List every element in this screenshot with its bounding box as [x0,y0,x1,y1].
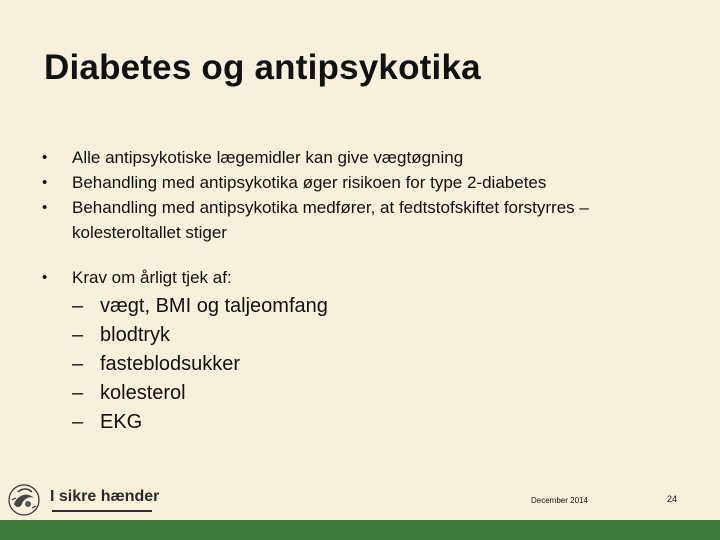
sub-bullet-item [32,321,692,350]
sub-bullet-list [32,292,692,437]
bullet-marker: • [42,199,48,216]
sub-bullet-marker: – [72,382,84,404]
logo-underline [52,510,152,512]
bullet-item [32,170,692,195]
footer-logo [6,482,160,518]
slide-title: Diabetes og antipsykotika [44,48,481,87]
sub-bullet-marker: – [72,295,84,317]
page-number: 24 [667,494,678,504]
sub-bullet-text: blodtryk [100,324,171,346]
bottom-bar [0,520,720,540]
bullet-text: Behandling med antipsykotika øger risikoen for type 2-diabetes [72,173,547,192]
bullet-marker: • [42,269,48,286]
sub-bullet-marker: – [72,324,84,346]
sub-bullet-text: vægt, BMI og taljeomfang [100,295,328,317]
sub-bullet-item [32,379,692,408]
bullet-item [32,195,692,245]
bullet-item [32,145,692,170]
bullet-marker: • [42,149,48,166]
bullet-marker: • [42,174,48,191]
bullet-spacer [32,245,692,265]
sub-bullet-text: kolesterol [100,382,186,404]
sub-bullet-marker: – [72,353,84,375]
footer-date: December 2014 [531,496,588,505]
bullet-list [32,145,692,437]
bullet-item-check [32,265,692,290]
sub-bullet-marker: – [72,411,84,433]
bullet-text: Alle antipsykotiske lægemidler kan give vægtøgning [72,148,464,167]
brand-emblem-icon [6,482,42,518]
sub-bullet-item [32,350,692,379]
logo-text: I sikre hænder [50,488,160,505]
bullet-text: Behandling med antipsykotika medfører, at fedtstofskiftet forstyrres – kolesteroltallet stiger [72,198,589,242]
sub-bullet-item [32,292,692,321]
bullet-text: Krav om årligt tjek af: [72,268,232,287]
sub-bullet-text: EKG [100,411,143,433]
sub-bullet-text: fasteblodsukker [100,353,241,375]
sub-bullet-item [32,408,692,437]
